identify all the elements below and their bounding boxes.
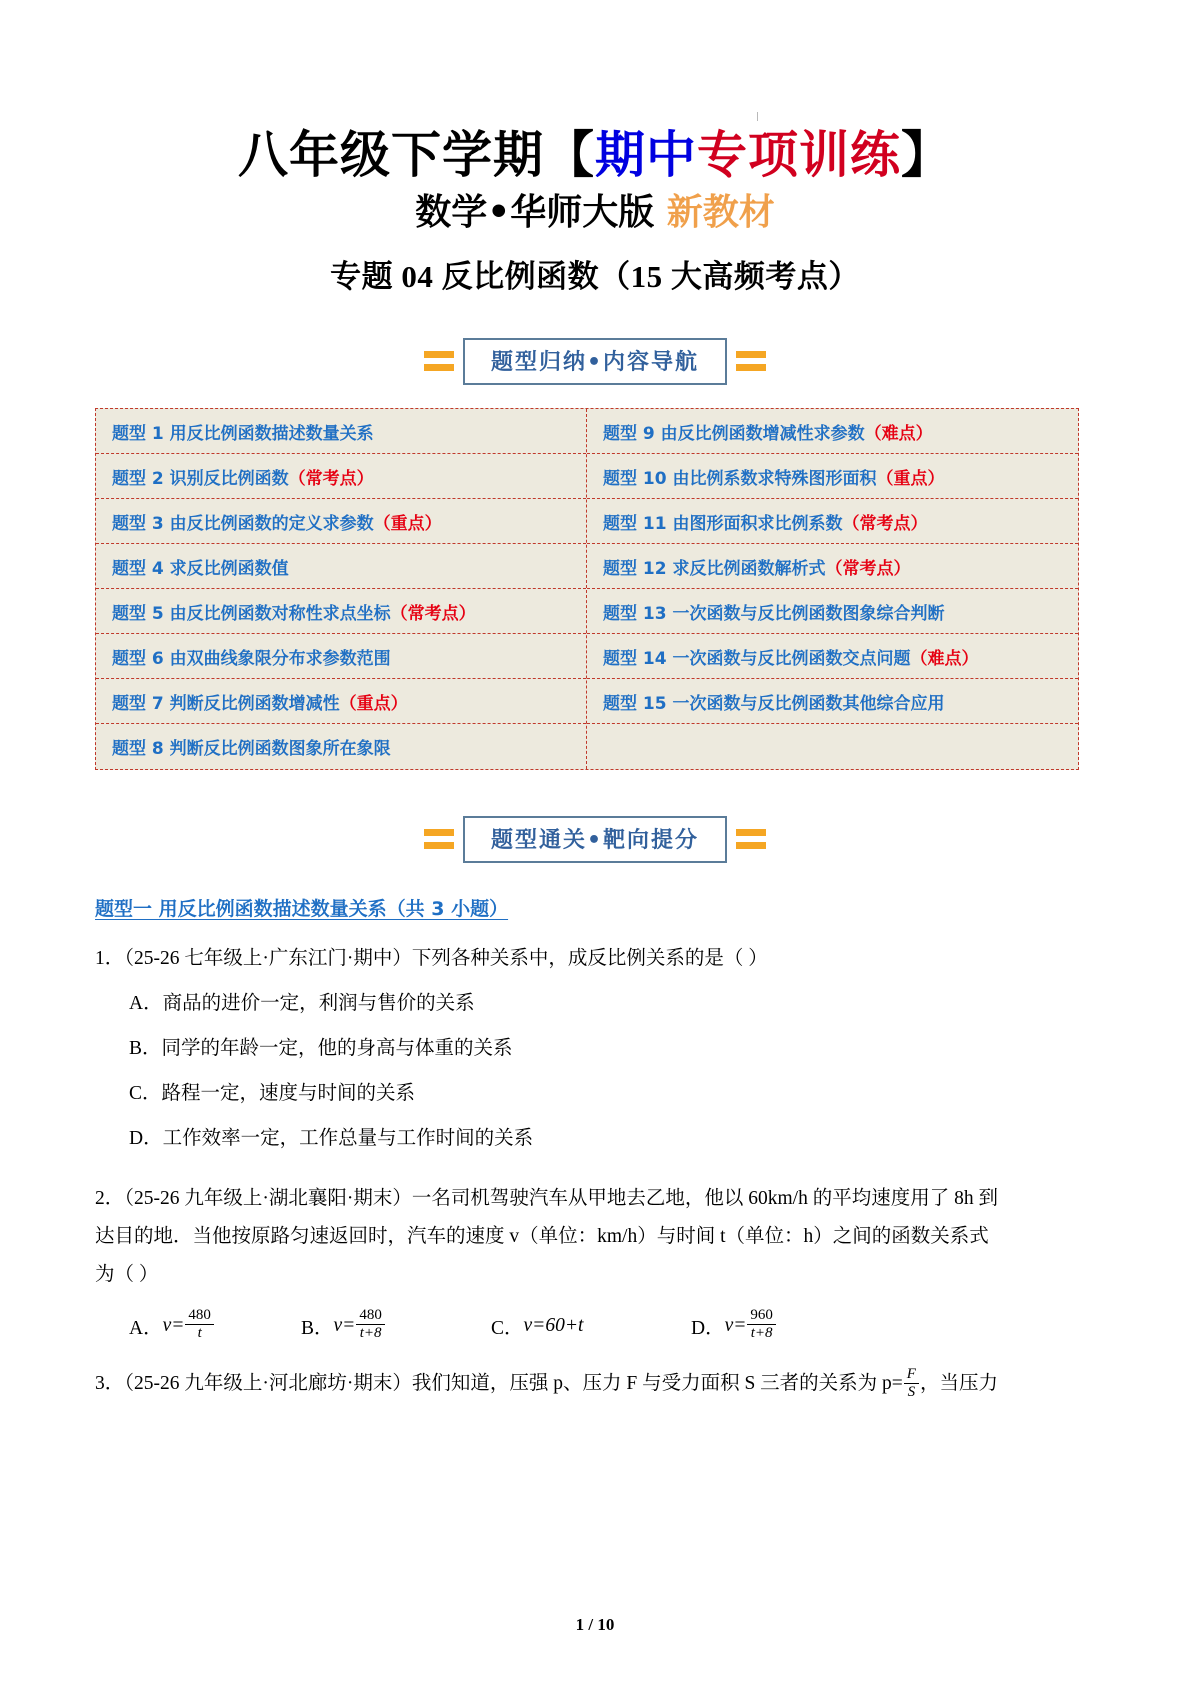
fraction [747, 1307, 776, 1342]
equals-icon [736, 350, 766, 372]
banner-box [463, 816, 727, 863]
fraction-numerator: 960 [747, 1307, 776, 1325]
banner-practice-section [95, 816, 1095, 862]
sub-title [95, 192, 1095, 233]
index-item-label: 题型 4 求反比例函数值 [112, 558, 289, 579]
equals-icon [424, 350, 454, 372]
index-item-label: 题型 3 由反比例函数的定义求参数（重点） [112, 513, 442, 534]
fraction [356, 1307, 385, 1342]
fraction-denominator: t+8 [750, 1325, 773, 1342]
title-block [95, 0, 1095, 296]
index-row[interactable] [96, 589, 586, 634]
equals-icon [736, 828, 766, 850]
fraction-denominator: S [907, 1384, 916, 1401]
index-item-label: 题型 14 一次函数与反比例函数交点问题（难点） [603, 648, 979, 669]
option-expression: v= [333, 1314, 356, 1336]
index-item-label: 题型 12 求反比例函数解析式（常考点） [603, 558, 911, 579]
index-item-label: 题型 8 判断反比例函数图象所在象限 [112, 739, 391, 760]
option-letter: A． [129, 1317, 163, 1339]
question-1-option-c[interactable]: C．路程一定，速度与时间的关系 [129, 1083, 416, 1105]
option-expression: v=60+t [523, 1314, 584, 1336]
index-row[interactable] [96, 544, 586, 589]
sub-title-part-2: 新教材 [654, 192, 775, 233]
index-row[interactable] [587, 544, 1078, 589]
index-item-label: 题型 7 判断反比例函数增减性（重点） [112, 693, 408, 714]
banner-label: 题型归纳•内容导航 [490, 349, 700, 375]
index-item-label: 题型 1 用反比例函数描述数量关系 [112, 423, 374, 444]
option-letter: B． [301, 1317, 334, 1339]
index-item-label: 题型 2 识别反比例函数（常考点） [112, 468, 374, 489]
main-title-part-3: 专项训练 [697, 126, 901, 184]
option-letter: C． [491, 1317, 524, 1339]
question-1-option-b[interactable]: B．同学的年龄一定，他的身高与体重的关系 [129, 1038, 513, 1060]
question-2-option-b[interactable] [301, 1308, 491, 1343]
index-item-label: 题型 13 一次函数与反比例函数图象综合判断 [603, 603, 945, 624]
question-2-options-row [129, 1308, 1095, 1343]
question-2-stem-line-3: 为（ ） [95, 1264, 159, 1286]
index-row[interactable] [587, 679, 1078, 724]
index-row-empty [587, 724, 1078, 769]
index-row[interactable] [587, 454, 1078, 499]
question-1-stem: 1．（25-26 七年级上·广东江门·期中）下列各种关系中，成反比例关系的是（ ） [95, 948, 768, 970]
index-item-label: 题型 9 由反比例函数增减性求参数（难点） [603, 423, 933, 444]
question-3-text-before: 3．（25-26 九年级上·河北廊坊·期末）我们知道，压强 p、压力 F 与受力面积 S 三者的关系为 p= [95, 1373, 903, 1395]
index-row[interactable] [96, 499, 586, 544]
index-item-label: 题型 6 由双曲线象限分布求参数范围 [112, 648, 391, 669]
index-item-label: 题型 5 由反比例函数对称性求点坐标（常考点） [112, 603, 476, 624]
fraction-denominator: t [197, 1325, 202, 1342]
fraction-numerator: 480 [185, 1307, 214, 1325]
banner-content-navigation [95, 338, 1095, 384]
page-tick-mark [757, 112, 758, 121]
index-row[interactable] [96, 724, 586, 769]
question-1-option-a[interactable]: A．商品的进价一定，利润与售价的关系 [129, 993, 475, 1015]
option-expression: v= [162, 1314, 185, 1336]
main-title-part-2: 期中 [595, 126, 697, 184]
index-row[interactable] [96, 409, 586, 454]
index-row[interactable] [587, 634, 1078, 679]
question-2-option-a[interactable] [129, 1308, 301, 1343]
index-item-label: 题型 15 一次函数与反比例函数其他综合应用 [603, 693, 945, 714]
question-type-index-table [95, 408, 1079, 770]
option-letter: D． [691, 1317, 725, 1339]
index-row[interactable] [587, 409, 1078, 454]
index-row[interactable] [587, 499, 1078, 544]
fraction [904, 1366, 919, 1401]
index-item-label: 题型 11 由图形面积求比例系数（常考点） [603, 513, 928, 534]
fraction-numerator: F [904, 1366, 919, 1384]
fraction-denominator: t+8 [359, 1325, 382, 1342]
question-2-stem-line-1: 2．（25-26 九年级上·湖北襄阳·期末）一名司机驾驶汽车从甲地去乙地，他以 60km/h 的平均速度用了 8h 到 [95, 1188, 998, 1210]
question-3-text-after: ，当压力 [919, 1373, 998, 1395]
main-title [95, 128, 1095, 182]
index-row[interactable] [96, 679, 586, 724]
special-topic-title: 专题 04 反比例函数（15 大高频考点） [330, 259, 860, 295]
index-right-column [587, 409, 1078, 769]
page-number: 1 / 10 [575, 1615, 615, 1634]
sub-title-part-1: 数学•华师大版 [415, 192, 655, 233]
section-heading: 题型一 用反比例函数描述数量关系（共 3 小题） [95, 898, 509, 921]
index-row[interactable] [96, 454, 586, 499]
banner-box [463, 338, 727, 385]
question-2-option-c[interactable] [491, 1312, 691, 1340]
banner-label: 题型通关•靶向提分 [490, 827, 700, 853]
index-row[interactable] [587, 589, 1078, 634]
option-expression: v= [724, 1314, 747, 1336]
equals-icon [424, 828, 454, 850]
index-left-column [96, 409, 587, 769]
main-title-part-4: 】 [901, 126, 952, 184]
question-2-stem-line-2: 达目的地．当他按原路匀速返回时，汽车的速度 v（单位：km/h）与时间 t（单位：h）之间的函数关系式 [95, 1226, 989, 1248]
question-3-stem [95, 1365, 1095, 1403]
question-1-option-d[interactable]: D．工作效率一定，工作总量与工作时间的关系 [129, 1128, 534, 1150]
index-row[interactable] [96, 634, 586, 679]
fraction [185, 1307, 214, 1342]
main-title-part-1: 八年级下学期【 [238, 126, 595, 184]
index-item-label: 题型 10 由比例系数求特殊图形面积（重点） [603, 468, 945, 489]
question-2-option-d[interactable] [691, 1308, 777, 1343]
fraction-numerator: 480 [356, 1307, 385, 1325]
